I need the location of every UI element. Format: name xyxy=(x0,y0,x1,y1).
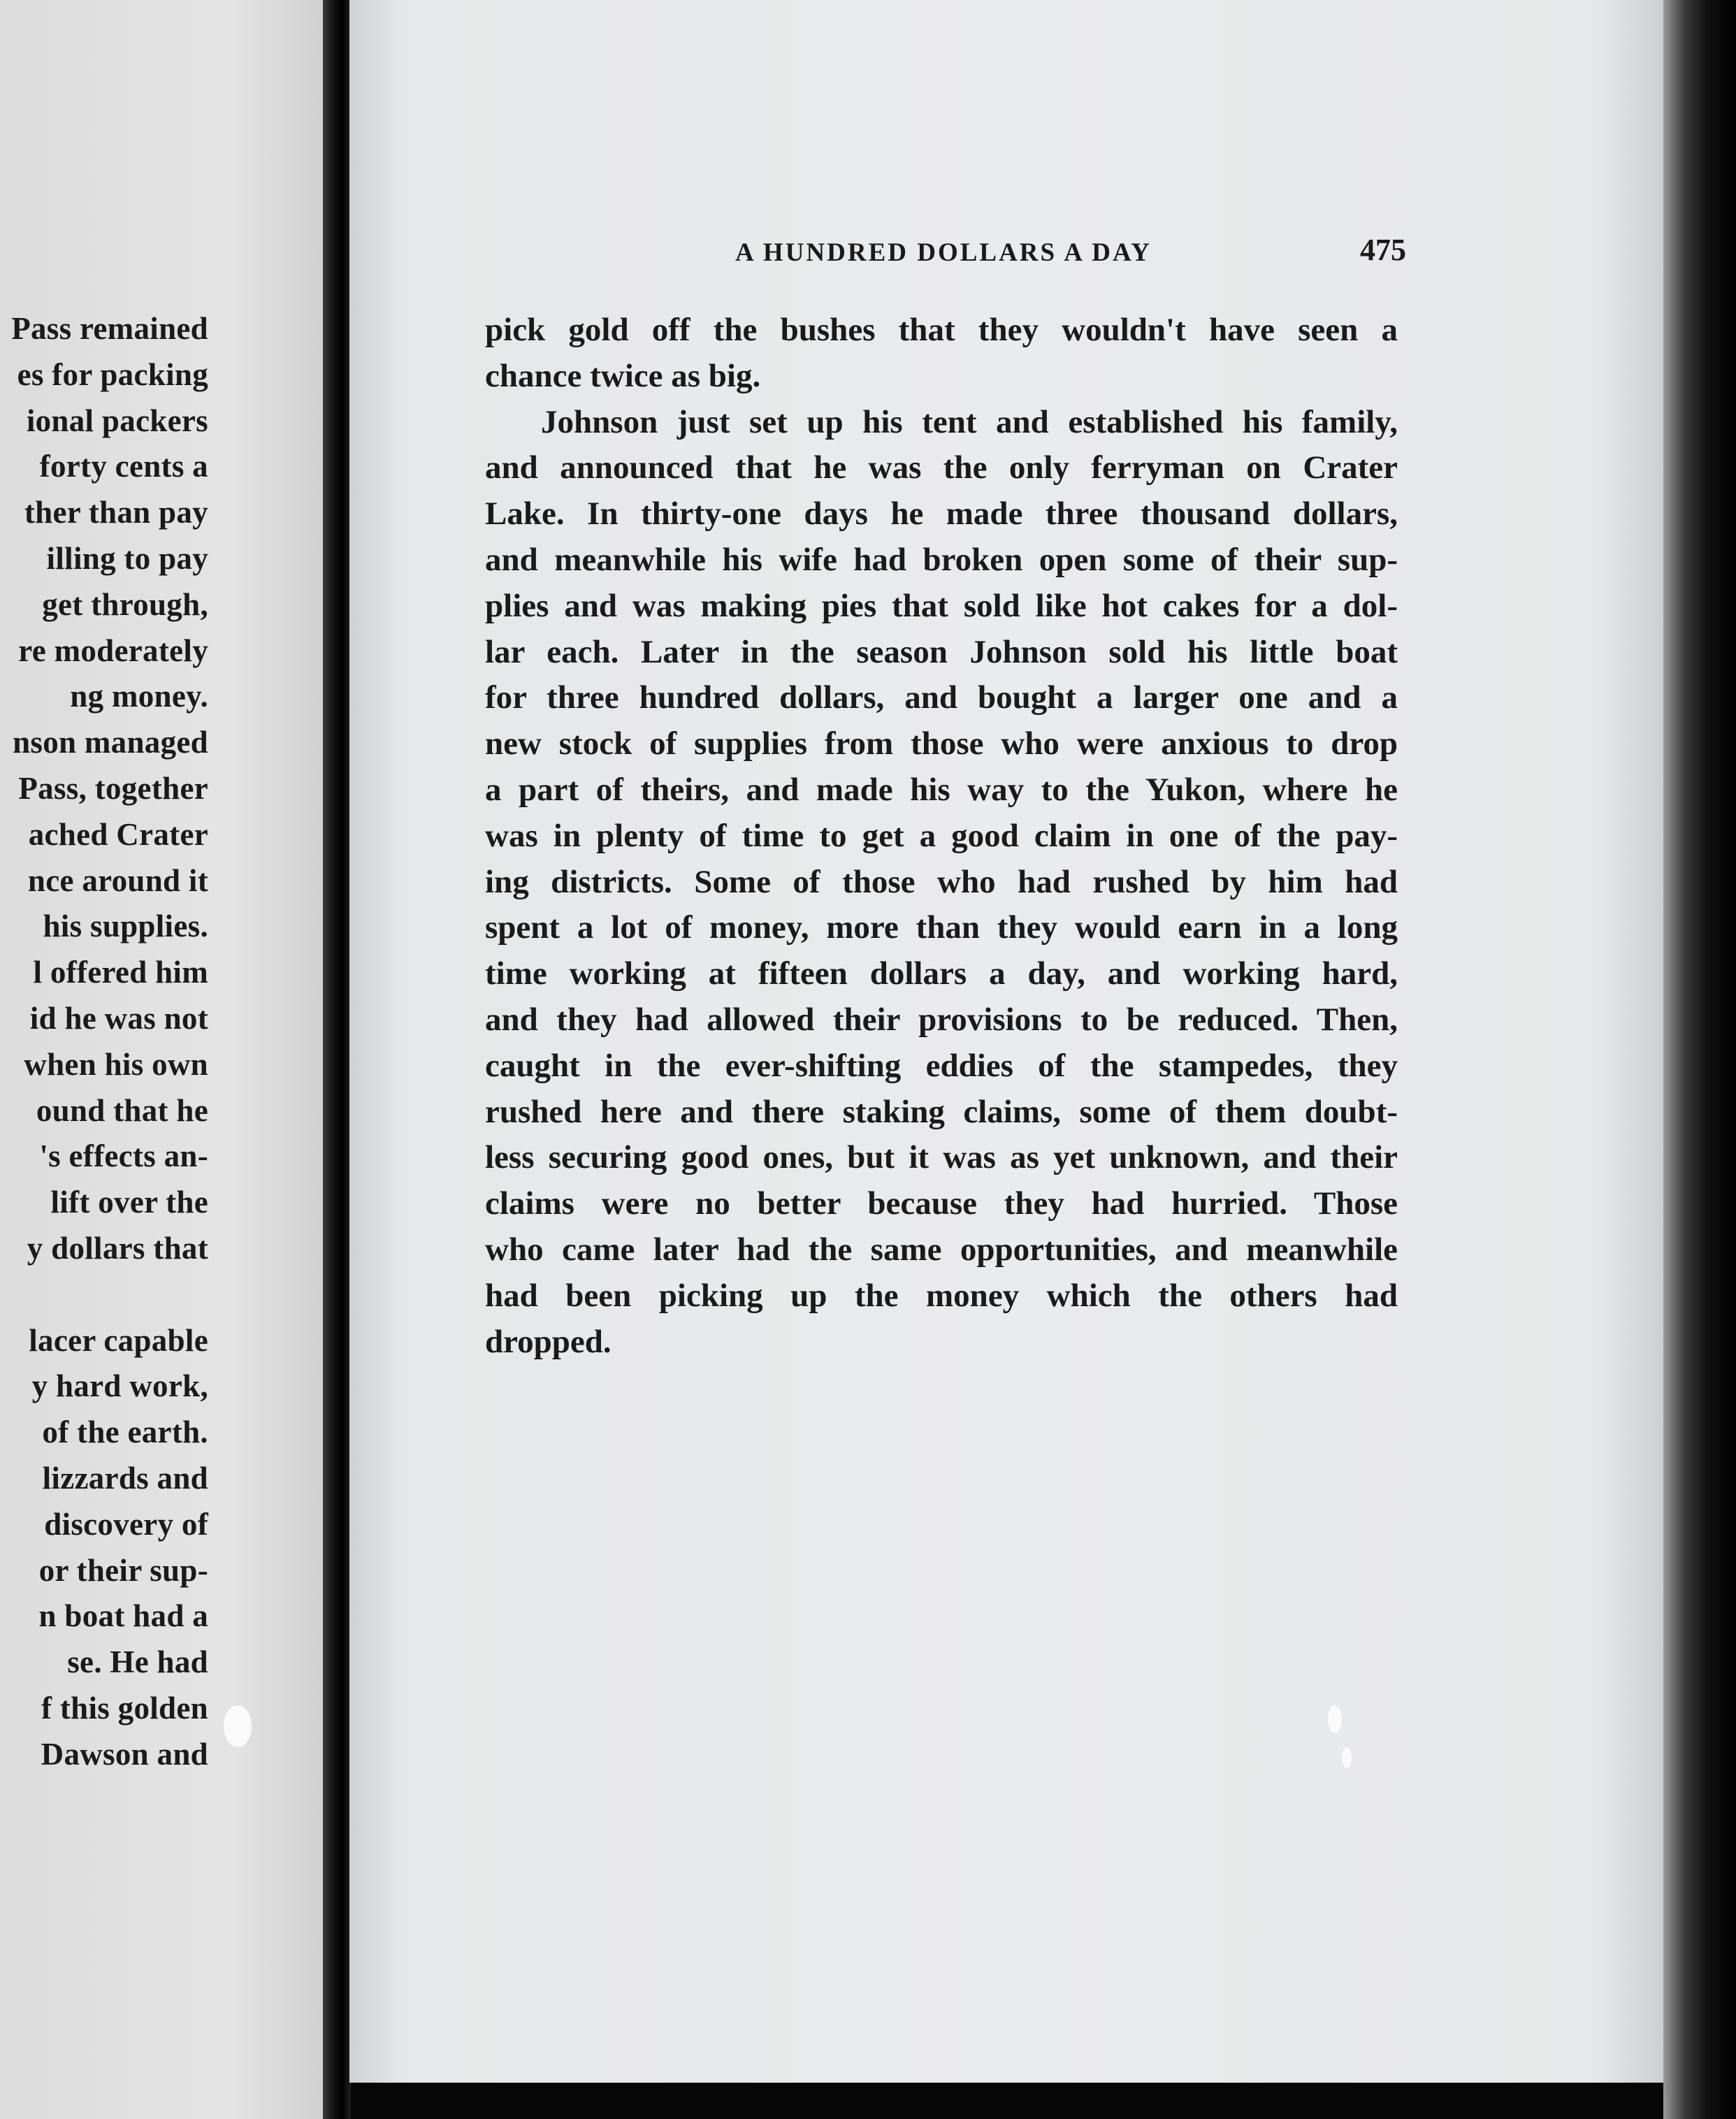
text-line: claims were no better because they had hurried. Those xyxy=(485,1185,1398,1222)
text-line: Johnson just set up his tent and established his family, xyxy=(541,403,1398,440)
body-text xyxy=(485,308,1398,1365)
left-page-line: y hard work, xyxy=(31,1368,208,1404)
running-head: A HUNDRED DOLLARS A DAY xyxy=(735,238,1152,267)
text-line: less securing good ones, but it was as yet unknown, and their xyxy=(485,1139,1398,1176)
text-line: rushed here and there staking claims, some of them doubt- xyxy=(485,1093,1398,1130)
right-page-edge xyxy=(1663,0,1736,2119)
text-line: dropped. xyxy=(485,1323,612,1360)
left-page-line: lizzards and xyxy=(42,1461,208,1496)
left-page-line: re moderately xyxy=(18,632,208,668)
text-line: lar each. Later in the season Johnson sold his little boat xyxy=(485,633,1398,670)
left-page-line: nce around it xyxy=(27,862,208,898)
text-line: and meanwhile his wife had broken open some of their sup- xyxy=(485,541,1398,578)
left-page-line: get through, xyxy=(42,586,208,622)
left-page-line: y dollars that xyxy=(27,1231,208,1266)
left-page-line: 's effects an- xyxy=(39,1138,208,1174)
text-line: Lake. In thirty-one days he made three thousand dollars, xyxy=(485,496,1398,533)
left-page-line: Dawson and xyxy=(41,1736,208,1772)
paper-speck xyxy=(1328,1705,1342,1733)
text-line: was in plenty of time to get a good claim in one of the pay- xyxy=(485,817,1398,854)
left-page-line: ng money. xyxy=(70,679,208,714)
left-page-line: his supplies. xyxy=(43,909,208,944)
left-page-line: n boat had a xyxy=(38,1598,208,1634)
left-page-line: es for packing xyxy=(17,356,208,392)
text-line: a part of theirs, and made his way to the Yukon, where he xyxy=(485,771,1398,808)
left-page-line: illing to pay xyxy=(46,541,208,576)
text-line: chance twice as big. xyxy=(485,357,761,394)
paper-speck xyxy=(1342,1747,1352,1768)
left-page-line: lift over the xyxy=(50,1185,208,1220)
text-line: caught in the ever-shifting eddies of the stampedes, they xyxy=(485,1047,1398,1084)
left-page-line: Pass remained xyxy=(11,311,208,346)
page-number: 475 xyxy=(1360,233,1406,267)
left-page-line: of the earth. xyxy=(42,1415,208,1450)
text-line: time working at fifteen dollars a day, and working hard, xyxy=(485,955,1398,992)
book-gutter xyxy=(323,0,351,2119)
text-line: plies and was making pies that sold like hot cakes for a dol- xyxy=(485,587,1398,624)
left-page-line: or their sup- xyxy=(38,1552,208,1588)
text-line: ing districts. Some of those who had rushed by him had xyxy=(485,863,1398,900)
text-line: pick gold off the bushes that they wouldn't have seen a xyxy=(485,312,1398,348)
left-page-line: Pass, together xyxy=(18,771,208,806)
left-page-line: ound that he xyxy=(36,1092,208,1128)
left-page-line: ional packers xyxy=(26,403,208,438)
left-page-line: id he was not xyxy=(29,1001,208,1036)
left-page-line: when his own xyxy=(24,1046,208,1082)
left-page-line: nson managed xyxy=(13,725,208,760)
left-page-line: se. He had xyxy=(67,1644,208,1680)
left-page-line: lacer capable xyxy=(29,1322,208,1358)
text-line: spent a lot of money, more than they would earn in a long xyxy=(485,909,1398,946)
text-line: and announced that he was the only ferryman on Crater xyxy=(485,449,1398,486)
text-line: who came later had the same opportunities, and meanwhile xyxy=(485,1231,1398,1268)
left-page xyxy=(0,0,328,2119)
text-line: new stock of supplies from those who were anxious to drop xyxy=(485,725,1398,762)
left-page-line: f this golden xyxy=(41,1691,208,1726)
left-page-line: discovery of xyxy=(44,1506,208,1542)
left-page-line: forty cents a xyxy=(39,449,208,484)
text-line: for three hundred dollars, and bought a larger one and a xyxy=(485,679,1398,716)
left-page-line: ther than pay xyxy=(24,495,208,530)
paper-speck xyxy=(224,1705,252,1747)
text-line: had been picking up the money which the others had xyxy=(485,1277,1398,1314)
left-page-line: l offered him xyxy=(33,955,208,990)
left-page-line: ached Crater xyxy=(28,816,208,852)
text-line: and they had allowed their provisions to be reduced. Then, xyxy=(485,1001,1398,1038)
